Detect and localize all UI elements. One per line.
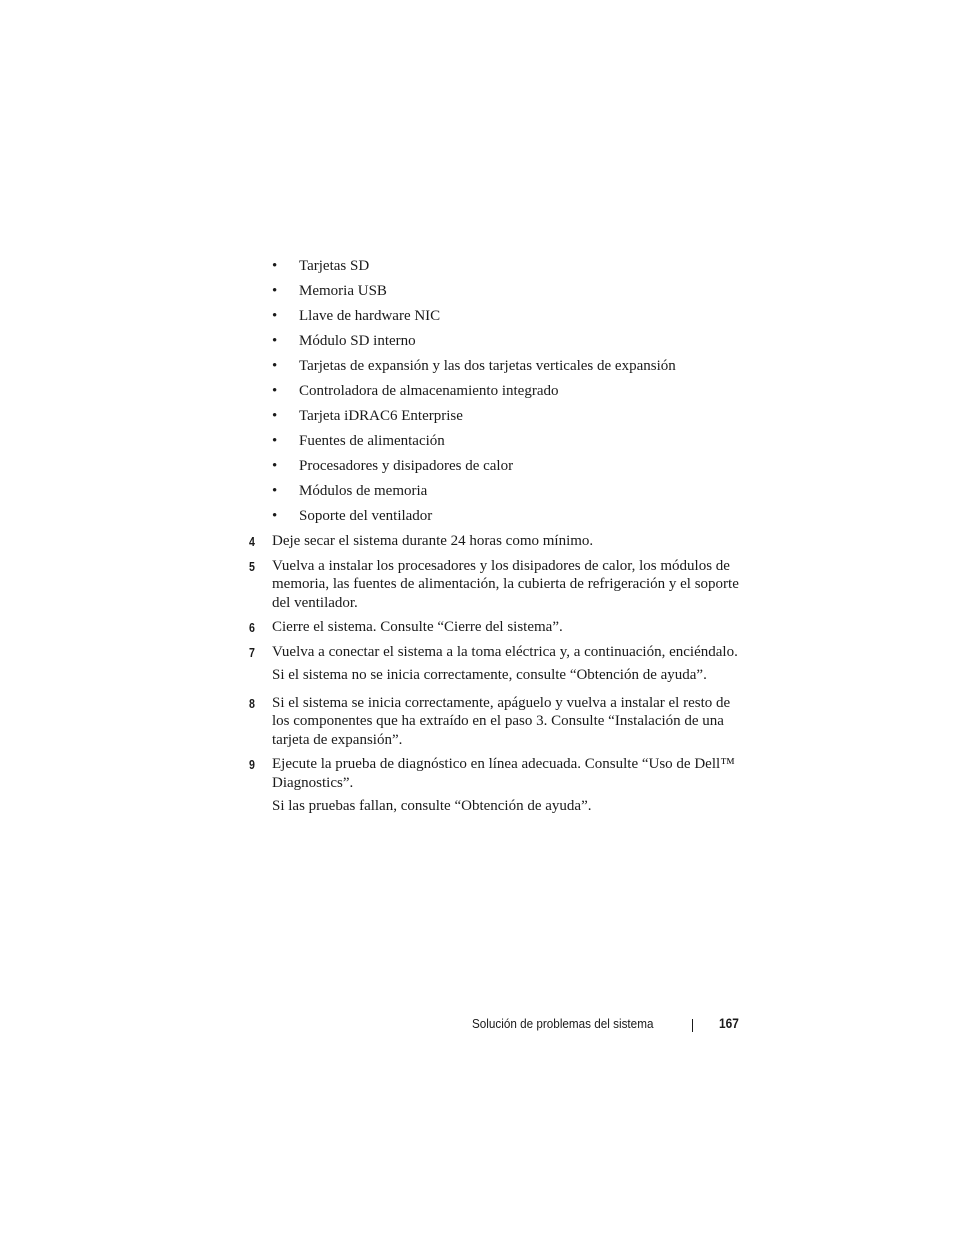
bullet-dot: • <box>272 283 278 299</box>
bullet-dot: • <box>272 408 278 424</box>
step-text: Vuelva a instalar los procesadores y los disipadores de calor, los módulos de memoria, las fuentes de alimentación, la cubierta de refrigeración y el soporte del ventilador. <box>272 557 739 611</box>
step-9-note: Si las pruebas fallan, consulte “Obtención de ayuda”. <box>272 798 592 814</box>
bullet-item <box>272 432 752 457</box>
bullet-item <box>272 482 752 507</box>
step-4 <box>247 532 747 551</box>
bullet-item <box>272 457 752 482</box>
step-text: Vuelva a conectar el sistema a la toma eléctrica y, a continuación, enciéndalo. <box>272 643 738 660</box>
step-9 <box>247 755 747 792</box>
step-number: 4 <box>249 535 255 549</box>
bullet-text: Módulos de memoria <box>299 483 428 499</box>
page-number: 167 <box>719 1015 739 1031</box>
step-7-note: Si el sistema no se inicia correctamente, consulte “Obtención de ayuda”. <box>272 667 707 683</box>
bullet-dot: • <box>272 433 278 449</box>
step-text: Ejecute la prueba de diagnóstico en línea adecuada. Consulte “Uso de Dell™ Diagnostics”. <box>272 756 735 791</box>
page-footer <box>472 1015 744 1035</box>
step-text: Cierre el sistema. Consulte “Cierre del sistema”. <box>272 619 563 635</box>
bullet-dot: • <box>272 308 278 324</box>
step-5 <box>247 557 747 613</box>
bullet-text: Tarjetas de expansión y las dos tarjetas verticales de expansión <box>299 358 676 374</box>
bullet-text: Memoria USB <box>299 283 387 299</box>
step-6 <box>247 618 747 637</box>
bullet-text: Procesadores y disipadores de calor <box>299 458 514 474</box>
bullet-text: Soporte del ventilador <box>299 508 433 524</box>
step-number: 7 <box>249 645 255 660</box>
step-text: Si el sistema se inicia correctamente, apáguelo y vuelva a instalar el resto de los componentes que ha extraído en el paso 3. Consulte “Instalación de una tarjeta de expansión”. <box>272 694 731 748</box>
bullet-dot: • <box>272 358 278 374</box>
step-number: 8 <box>249 696 255 711</box>
bullet-item <box>272 282 752 307</box>
bullet-text: Fuentes de alimentación <box>299 433 445 449</box>
step-8 <box>247 694 747 750</box>
footer-section-title: Solución de problemas del sistema <box>472 1016 654 1031</box>
bullet-text: Llave de hardware NIC <box>299 308 441 324</box>
bullet-dot: • <box>272 458 278 474</box>
procedure-steps <box>247 532 747 825</box>
bullet-text: Tarjeta iDRAC6 Enterprise <box>299 408 463 424</box>
bullet-text: Tarjetas SD <box>299 258 370 274</box>
bullet-dot: • <box>272 383 278 399</box>
bullet-dot: • <box>272 333 278 349</box>
bullet-item <box>272 257 752 282</box>
bullet-item <box>272 407 752 432</box>
step-number: 6 <box>249 621 255 635</box>
bullet-text: Controladora de almacenamiento integrado <box>299 383 559 399</box>
step-number: 9 <box>249 758 255 772</box>
bullet-item <box>272 382 752 407</box>
bullet-dot: • <box>272 508 278 524</box>
bullet-dot: • <box>272 483 278 499</box>
step-number: 5 <box>249 559 255 574</box>
component-bullet-list <box>272 257 752 532</box>
footer-separator <box>692 1019 693 1032</box>
bullet-item <box>272 507 752 532</box>
bullet-item <box>272 332 752 357</box>
bullet-text: Módulo SD interno <box>299 333 416 349</box>
step-text: Deje secar el sistema durante 24 horas como mínimo. <box>272 533 594 549</box>
step-7 <box>247 643 747 662</box>
bullet-item <box>272 357 752 382</box>
bullet-item <box>272 307 752 332</box>
bullet-dot: • <box>272 258 278 274</box>
